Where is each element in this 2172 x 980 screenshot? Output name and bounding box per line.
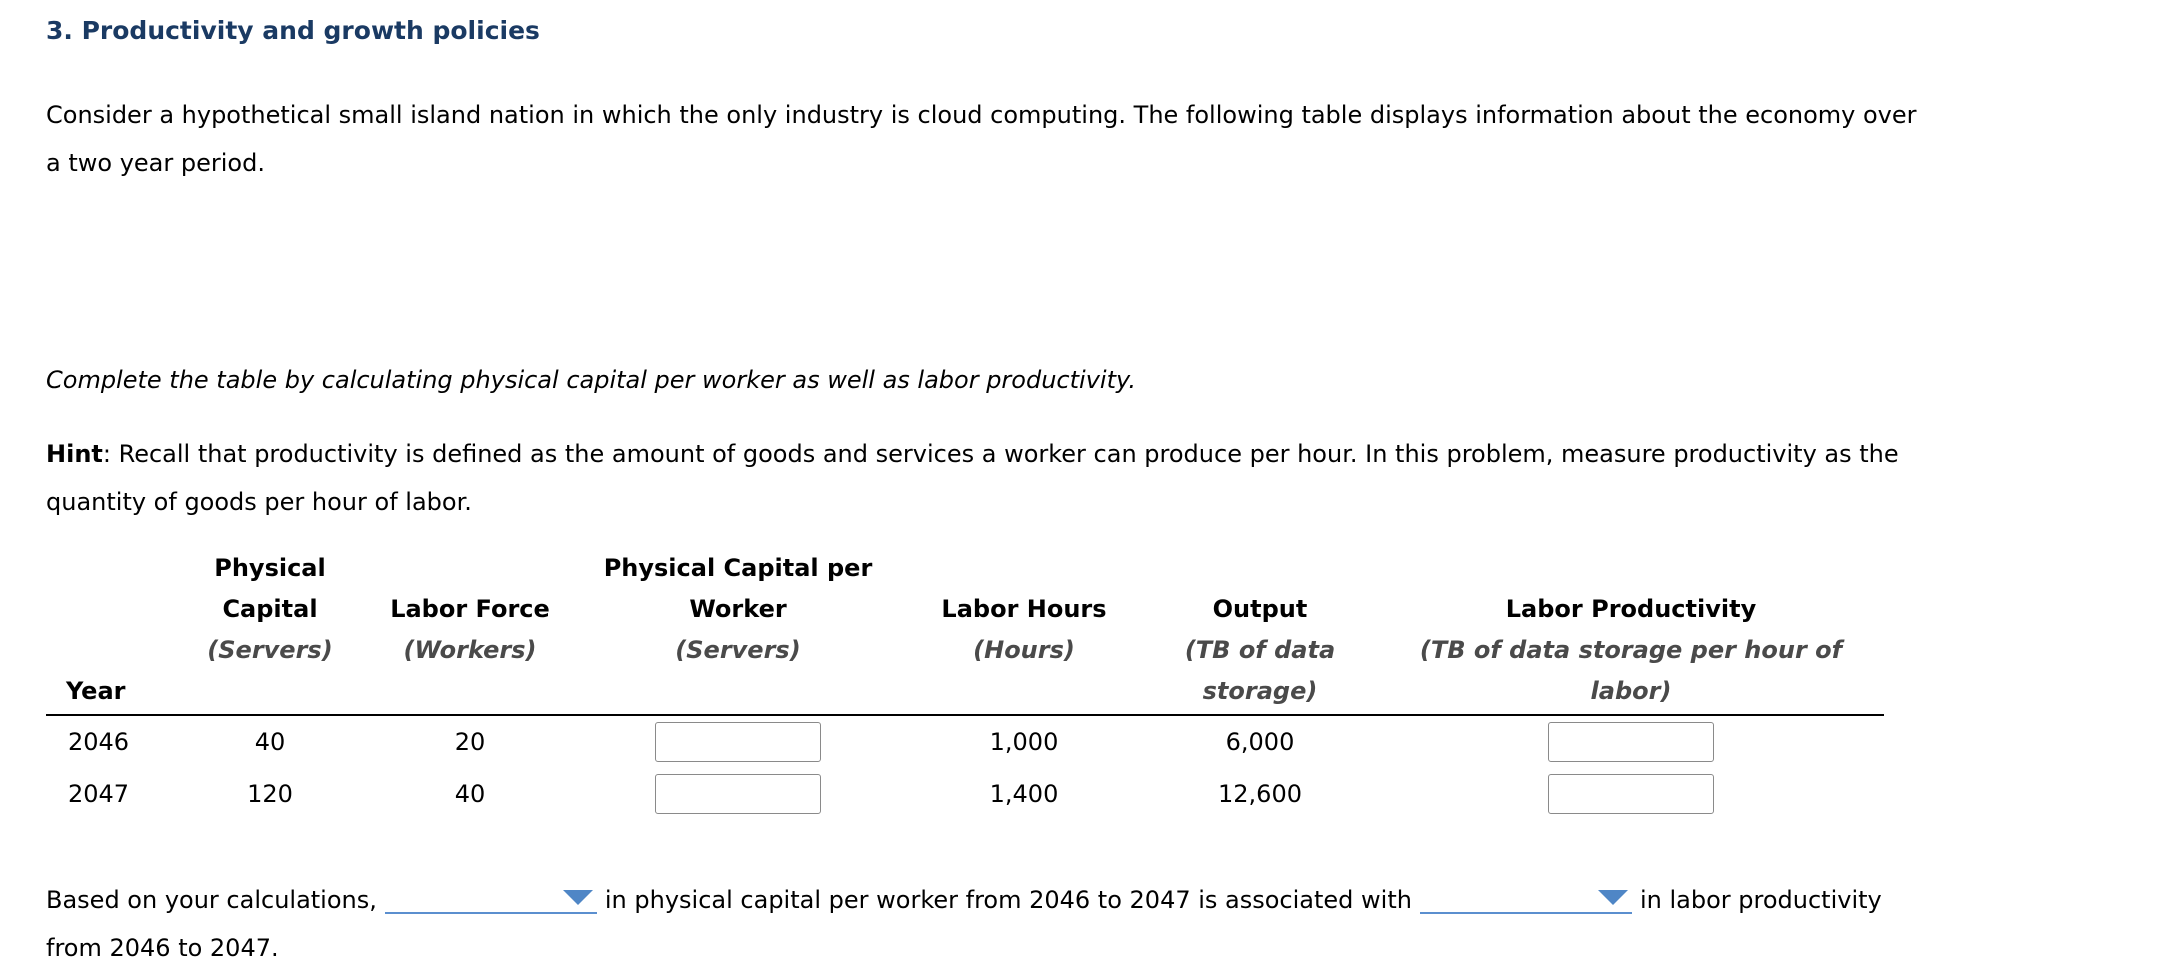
header-labor-productivity-label: Labor Productivity — [1505, 595, 1757, 623]
cell-year: 2047 — [68, 780, 130, 808]
hint-text: : Recall that productivity is defined as the amount of goods and services a worker can produce per hour. In this problem, measure productivity as the quantity of goods per hour of labor. — [46, 440, 1899, 516]
cell-output: 12,600 — [1218, 780, 1302, 808]
header-capital-per-worker-label: Physical Capital per Worker — [603, 554, 873, 623]
header-labor-hours-label: Labor Hours — [941, 595, 1107, 623]
header-output-label: Output — [1212, 595, 1308, 623]
header-labor-hours-unit: (Hours) — [973, 636, 1075, 664]
header-labor-hours — [906, 548, 1142, 715]
cell-labor-productivity — [1378, 715, 1884, 768]
question-instruction: Complete the table by calculating physical capital per worker as well as labor productivity. — [46, 366, 1136, 394]
cell-labor-productivity — [1378, 768, 1884, 820]
question-intro: Consider a hypothetical small island nation in which the only industry is cloud computing. The following table displays information about the economy over a two year period. — [46, 101, 1917, 177]
labor-productivity-2047-input[interactable] — [1548, 774, 1714, 814]
productivity-change-dropdown[interactable] — [1420, 878, 1632, 914]
conclusion-part2: in physical capital per worker from 2046 to 2047 is associated with — [604, 886, 1412, 914]
header-physical-capital — [170, 548, 370, 715]
table-row — [46, 715, 1884, 768]
chevron-down-icon — [1598, 890, 1628, 905]
capital-change-dropdown[interactable] — [385, 878, 597, 914]
capital-per-worker-2046-input[interactable] — [655, 722, 821, 762]
conclusion-part1: Based on your calculations, — [46, 886, 377, 914]
cell-capital-per-worker — [570, 768, 906, 820]
conclusion-part3: in labor productivity from 2046 to 2047. — [46, 886, 1882, 962]
table-row — [46, 768, 1884, 820]
cell-physical-capital: 40 — [254, 728, 286, 756]
question-title: 3. Productivity and growth policies — [46, 16, 540, 45]
economy-table — [46, 548, 1884, 820]
header-labor-productivity-unit: (TB of data storage per hour of labor) — [1419, 636, 1843, 705]
capital-per-worker-2047-input[interactable] — [655, 774, 821, 814]
cell-output: 6,000 — [1225, 728, 1295, 756]
cell-labor-hours: 1,400 — [989, 780, 1059, 808]
cell-labor-force: 40 — [454, 780, 486, 808]
header-labor-force-label: Labor Force — [390, 595, 550, 623]
header-year: Year — [46, 548, 170, 715]
header-physical-capital-unit: (Servers) — [207, 636, 333, 664]
labor-productivity-2046-input[interactable] — [1548, 722, 1714, 762]
header-labor-force — [370, 548, 570, 715]
table-header-row — [46, 548, 1884, 715]
cell-labor-force: 20 — [454, 728, 486, 756]
header-capital-per-worker — [570, 548, 906, 715]
question-hint — [46, 430, 1926, 526]
header-physical-capital-label: Physical Capital — [214, 554, 326, 623]
cell-physical-capital: 120 — [247, 780, 293, 808]
chevron-down-icon — [563, 890, 593, 905]
conclusion-sentence — [46, 876, 1926, 972]
hint-label: Hint — [46, 440, 103, 468]
header-capital-per-worker-unit: (Servers) — [675, 636, 801, 664]
header-output — [1142, 548, 1378, 715]
cell-labor-hours: 1,000 — [989, 728, 1059, 756]
header-labor-force-unit: (Workers) — [403, 636, 537, 664]
header-output-unit: (TB of data storage) — [1184, 636, 1336, 705]
cell-year: 2046 — [68, 728, 130, 756]
cell-capital-per-worker — [570, 715, 906, 768]
header-labor-productivity — [1378, 548, 1884, 715]
